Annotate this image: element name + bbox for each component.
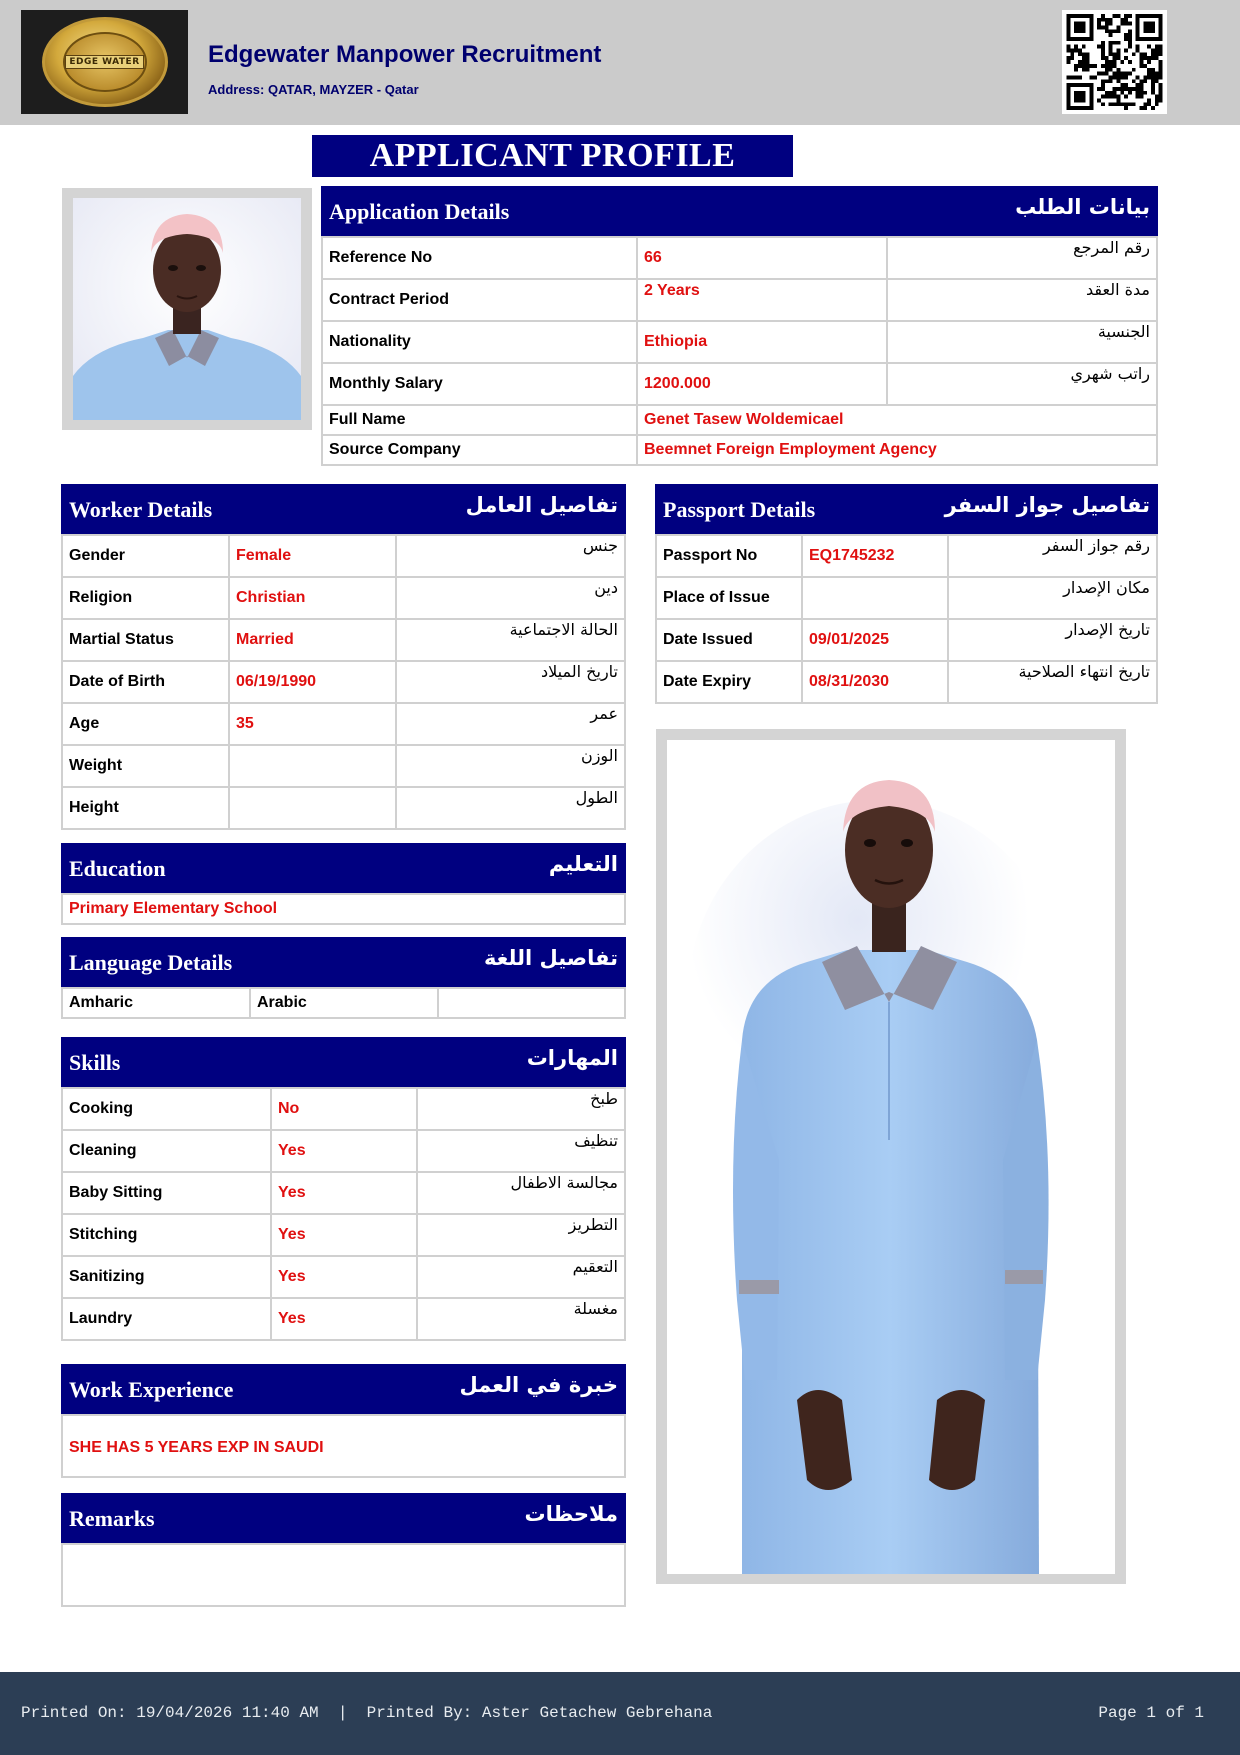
- table-row: [656, 535, 1157, 577]
- row-label-ar: الجنسية: [887, 321, 1157, 363]
- table-row: [322, 405, 1157, 435]
- row-label: Reference No: [322, 237, 637, 279]
- row-value: 35: [229, 703, 396, 745]
- passport-details-table: [655, 534, 1158, 704]
- passport-details-title: Passport Details: [663, 497, 816, 522]
- education-value-box: [61, 893, 626, 925]
- passport-details-header: [655, 484, 1158, 534]
- row-label-ar: الوزن: [396, 745, 625, 787]
- row-label-ar: تاريخ انتهاء الصلاحية: [948, 661, 1157, 703]
- skills-title: Skills: [69, 1050, 121, 1075]
- row-label-ar: تاريخ الإصدار: [948, 619, 1157, 661]
- worker-details-header: [61, 484, 626, 534]
- table-row: [62, 577, 625, 619]
- row-label: Stitching: [62, 1214, 271, 1256]
- row-label: Date Issued: [656, 619, 802, 661]
- logo-text: EDGE WATER: [65, 55, 143, 69]
- portrait-photo-frame: [62, 188, 312, 430]
- row-label: Monthly Salary: [322, 363, 637, 405]
- row-value: Yes: [271, 1214, 417, 1256]
- row-label-ar: الطول: [396, 787, 625, 829]
- table-row: [62, 1214, 625, 1256]
- row-label: Nationality: [322, 321, 637, 363]
- row-value: Yes: [271, 1256, 417, 1298]
- row-value: Yes: [271, 1130, 417, 1172]
- row-label: Contract Period: [322, 279, 637, 321]
- skills-section: [61, 1037, 626, 1341]
- skills-title-ar: المهارات: [526, 1046, 618, 1070]
- source-company-label: Source Company: [322, 435, 637, 465]
- remarks-header: [61, 1493, 626, 1543]
- row-label-ar: رقم جواز السفر: [948, 535, 1157, 577]
- row-label: Passport No: [656, 535, 802, 577]
- row-label: Cleaning: [62, 1130, 271, 1172]
- remarks-title-ar: ملاحظات: [524, 1502, 618, 1526]
- row-value: 2 Years: [637, 279, 887, 321]
- full-body-photo-frame: [656, 729, 1126, 1584]
- qr-code-icon: [1062, 10, 1167, 114]
- table-row: [62, 787, 625, 829]
- table-row: [322, 237, 1157, 279]
- row-label: Sanitizing: [62, 1256, 271, 1298]
- row-value: [229, 787, 396, 829]
- row-value: [229, 745, 396, 787]
- table-row: [322, 363, 1157, 405]
- education-section: [61, 843, 626, 925]
- remarks-title: Remarks: [69, 1506, 155, 1531]
- row-label: Religion: [62, 577, 229, 619]
- work-experience-header: [61, 1364, 626, 1414]
- table-row: [322, 321, 1157, 363]
- row-label: Gender: [62, 535, 229, 577]
- page-header: [0, 0, 1240, 125]
- row-label-ar: مكان الإصدار: [948, 577, 1157, 619]
- company-address: Address: QATAR, MAYZER - Qatar: [208, 82, 419, 97]
- remarks-section: [61, 1493, 626, 1607]
- row-label-ar: مغسلة: [417, 1298, 625, 1340]
- work-experience-box: [61, 1414, 626, 1478]
- row-label-ar: التطريز: [417, 1214, 625, 1256]
- table-row: [62, 1298, 625, 1340]
- skills-table: [61, 1087, 626, 1341]
- row-label-ar: مدة العقد: [887, 279, 1157, 321]
- language-title-ar: تفاصيل اللغة: [483, 946, 618, 970]
- language-title: Language Details: [69, 950, 233, 975]
- row-value: EQ1745232: [802, 535, 948, 577]
- row-label: Date Expiry: [656, 661, 802, 703]
- row-label-ar: مجالسة الاطفال: [417, 1172, 625, 1214]
- table-row: [62, 1172, 625, 1214]
- page-title: APPLICANT PROFILE: [312, 135, 793, 177]
- language-section: [61, 937, 626, 1019]
- application-details-section: [321, 186, 1158, 466]
- applicant-portrait-photo: [73, 198, 301, 420]
- row-label: Laundry: [62, 1298, 271, 1340]
- row-label-ar: الحالة الاجتماعية: [396, 619, 625, 661]
- row-value: Female: [229, 535, 396, 577]
- row-label: Place of Issue: [656, 577, 802, 619]
- row-label-ar: التعقيم: [417, 1256, 625, 1298]
- remarks-box: [61, 1543, 626, 1607]
- row-label-ar: تنظيف: [417, 1130, 625, 1172]
- work-experience-title-ar: خبرة في العمل: [459, 1373, 618, 1397]
- row-label: Age: [62, 703, 229, 745]
- worker-details-title: Worker Details: [69, 497, 213, 522]
- company-name: Edgewater Manpower Recruitment: [208, 41, 602, 68]
- table-row: [656, 619, 1157, 661]
- page-footer: [0, 1672, 1240, 1755]
- education-title: Education: [69, 856, 166, 881]
- row-value: 09/01/2025: [802, 619, 948, 661]
- row-value: Married: [229, 619, 396, 661]
- row-label: Martial Status: [62, 619, 229, 661]
- printed-info: Printed On: 19/04/2026 11:40 AM | Printed By: Aster Getachew Gebrehana: [21, 1704, 713, 1722]
- table-row: [62, 1088, 625, 1130]
- language-header: [61, 937, 626, 987]
- row-label-ar: طبخ: [417, 1088, 625, 1130]
- row-label-ar: راتب شهري: [887, 363, 1157, 405]
- page-number: Page 1 of 1: [1098, 1704, 1204, 1722]
- source-company-value: Beemnet Foreign Employment Agency: [637, 435, 1157, 465]
- row-label-ar: رقم المرجع: [887, 237, 1157, 279]
- row-label-ar: دين: [396, 577, 625, 619]
- row-value: 08/31/2030: [802, 661, 948, 703]
- table-row: [656, 577, 1157, 619]
- table-row: [656, 661, 1157, 703]
- education-value: Primary Elementary School: [69, 900, 278, 917]
- work-experience-value: SHE HAS 5 YEARS EXP IN SAUDI: [69, 1439, 324, 1456]
- applicant-full-body-photo: [667, 740, 1115, 1574]
- passport-details-title-ar: تفاصيل جواز السفر: [944, 493, 1150, 517]
- table-row: [62, 745, 625, 787]
- application-details-title-ar: بيانات الطلب: [1015, 195, 1150, 219]
- row-label: Weight: [62, 745, 229, 787]
- worker-details-title-ar: تفاصيل العامل: [465, 493, 618, 517]
- passport-details-section: [655, 484, 1158, 704]
- full-name-value: Genet Tasew Woldemicael: [637, 405, 1157, 435]
- company-logo: [21, 10, 188, 114]
- row-value: 06/19/1990: [229, 661, 396, 703]
- row-label-ar: تاريخ الميلاد: [396, 661, 625, 703]
- language-item: [438, 988, 625, 1018]
- row-value: No: [271, 1088, 417, 1130]
- application-details-table: [321, 236, 1158, 466]
- row-label-ar: جنس: [396, 535, 625, 577]
- table-row: [62, 1130, 625, 1172]
- row-value: Yes: [271, 1172, 417, 1214]
- worker-details-table: [61, 534, 626, 830]
- worker-details-section: [61, 484, 626, 830]
- language-item: Arabic: [250, 988, 438, 1018]
- row-value: 1200.000: [637, 363, 887, 405]
- row-value: Ethiopia: [637, 321, 887, 363]
- education-title-ar: التعليم: [548, 852, 618, 876]
- row-value: Yes: [271, 1298, 417, 1340]
- qr-code-graphic: [1066, 14, 1163, 110]
- application-details-header: [321, 186, 1158, 236]
- logo-emblem: [42, 17, 168, 107]
- row-label: Baby Sitting: [62, 1172, 271, 1214]
- row-label: Date of Birth: [62, 661, 229, 703]
- table-row: [62, 619, 625, 661]
- education-header: [61, 843, 626, 893]
- row-value: [802, 577, 948, 619]
- skills-header: [61, 1037, 626, 1087]
- row-value: Christian: [229, 577, 396, 619]
- language-item: Amharic: [62, 988, 250, 1018]
- table-row: [322, 279, 1157, 321]
- table-row: [322, 435, 1157, 465]
- row-label-ar: عمر: [396, 703, 625, 745]
- table-row: [62, 703, 625, 745]
- full-name-label: Full Name: [322, 405, 637, 435]
- row-label: Cooking: [62, 1088, 271, 1130]
- table-row: [62, 988, 625, 1018]
- row-label: Height: [62, 787, 229, 829]
- application-details-title: Application Details: [329, 199, 510, 224]
- table-row: [62, 535, 625, 577]
- table-row: [62, 1256, 625, 1298]
- work-experience-section: [61, 1364, 626, 1478]
- language-table: [61, 987, 626, 1019]
- work-experience-title: Work Experience: [69, 1377, 234, 1402]
- row-value: 66: [637, 237, 887, 279]
- table-row: [62, 661, 625, 703]
